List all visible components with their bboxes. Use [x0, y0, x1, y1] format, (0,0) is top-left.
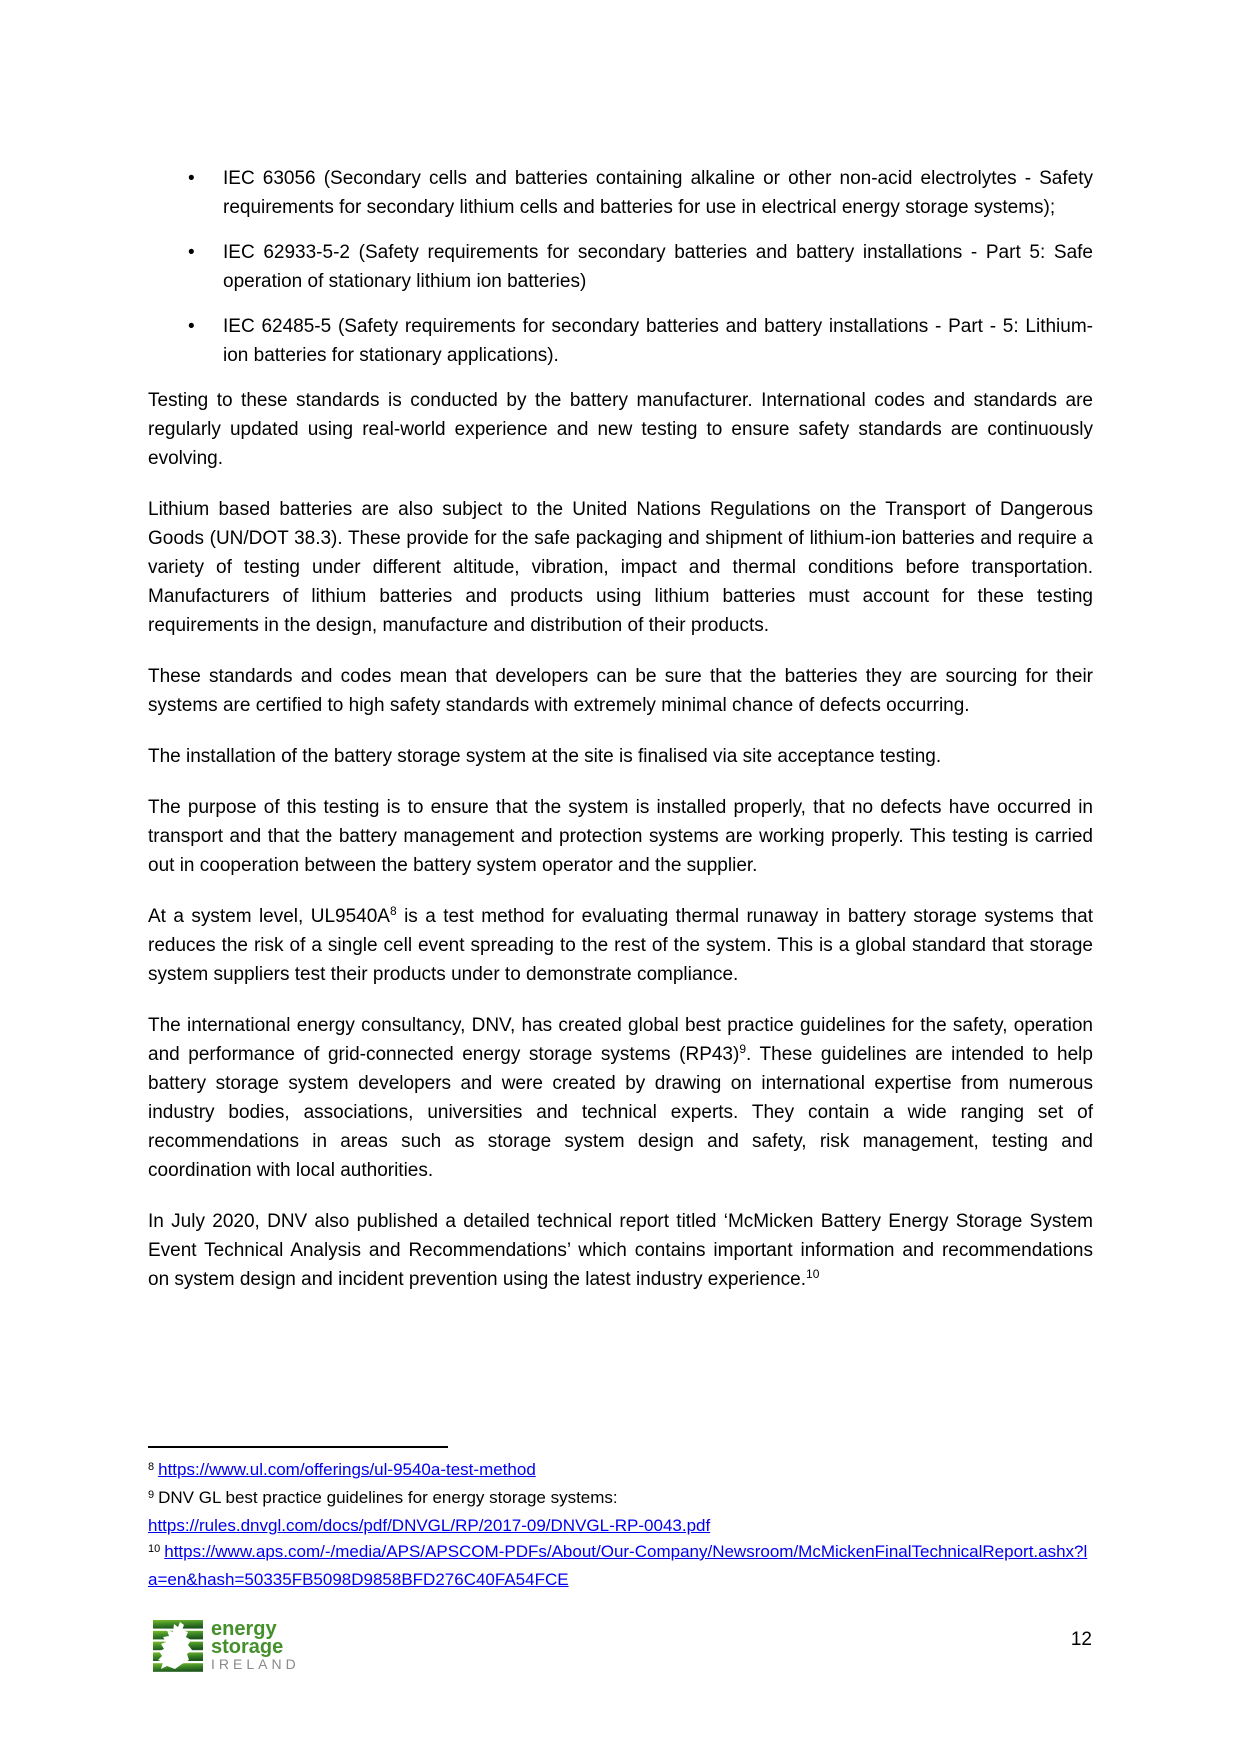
footnote — [148, 1457, 1093, 1485]
footnote — [148, 1539, 1093, 1593]
paragraph-text: The purpose of this testing is to ensure that the system is installed properly, that no defects have occurred in transport and that the battery management and protection systems are working properly. This testing is carried out in cooperation between the battery system operator and the supplier. — [148, 797, 1093, 876]
page-number: 12 — [1070, 1629, 1092, 1650]
paragraph-text: In July 2020, DNV also published a detailed technical report titled ‘McMicken Battery Energy Storage System Event Technical Analysis and Recommendations’ which contains important information and recommendations on system design and incident prevention using the latest industry experience. — [148, 1211, 1093, 1290]
footnote-reference: 9 — [739, 1042, 747, 1056]
paragraph-text: . These guidelines are intended to help battery storage system developers and were created by drawing on international expertise from numerous industry bodies, associations, universities and technical experts. They contain a wide ranging set of recommendations in areas such as storage system design and safety, risk management, testing and coordination with local authorities. — [148, 1044, 1093, 1181]
paragraph-text: Lithium based batteries are also subject to the United Nations Regulations on the Transport of Dangerous Goods (UN/DOT 38.3). These provide for the safe packaging and shipment of lithium-ion batteries and require a variety of testing under different altitude, vibration, impact and thermal conditions before transportation. Manufacturers of lithium batteries and products using lithium batteries must account for these testing requirements in the design, manufacture and distribution of their products. — [148, 499, 1093, 636]
logo-text-ireland: IRELAND — [211, 1656, 300, 1672]
paragraph-text: These standards and codes mean that developers can be sure that the batteries they are sourcing for their systems are certified to high safety standards with extremely minimal chance of defects occurring. — [148, 666, 1093, 716]
footnote-text: DNV GL best practice guidelines for energy storage systems: — [158, 1488, 618, 1507]
energy-storage-ireland-logo — [153, 1620, 300, 1673]
paragraph-text: At a system level, UL9540A — [148, 906, 390, 927]
logo-wordmark — [211, 1620, 300, 1673]
footnote-link[interactable]: https://rules.dnvgl.com/docs/pdf/DNVGL/RP/2017-09/DNVGL-RP-0043.pdf — [148, 1516, 711, 1535]
paragraph-text: The international energy consultancy, DNV, has created global best practice guidelines for the safety, operation and performance of grid-connected energy storage systems (RP43) — [148, 1015, 1093, 1065]
body-paragraph — [148, 793, 1093, 880]
body-paragraph — [148, 662, 1093, 720]
footnote-reference: 10 — [806, 1267, 820, 1281]
paragraph-text: Testing to these standards is conducted by the battery manufacturer. International codes and standards are regularly updated using real-world experience and new testing to ensure safety standards are continuously evolving. — [148, 390, 1093, 469]
standards-bullet-list — [148, 164, 1093, 370]
footnote-list — [148, 1457, 1093, 1593]
body-paragraph — [148, 902, 1093, 989]
footnote — [148, 1485, 1093, 1539]
body-paragraph — [148, 495, 1093, 640]
footnote-marker: 9 — [148, 1489, 155, 1501]
page-content — [148, 164, 1093, 1316]
footnote-marker: 10 — [148, 1543, 161, 1555]
footnote-marker: 8 — [148, 1461, 155, 1473]
body-paragraph — [148, 742, 1093, 771]
paragraph-text: is a test method for evaluating thermal runaway in battery storage systems that reduces the risk of a single cell event spreading to the rest of the system. This is a global standard that storage system suppliers test their products under to demonstrate compliance. — [148, 906, 1093, 985]
logo-text-energy: energy — [211, 1618, 277, 1640]
footnote-reference: 8 — [389, 904, 397, 918]
footnote-link[interactable]: https://www.ul.com/offerings/ul-9540a-test-method — [158, 1460, 536, 1479]
footnote-link[interactable]: https://www.aps.com/-/media/APS/APSCOM-PDFs/About/Our-Company/Newsroom/McMickenFinalTechnicalReport.ashx?la=en&hash=50335FB5098D9858BFD276C40FA54FCE — [148, 1542, 1088, 1589]
footnote-separator — [148, 1446, 448, 1448]
body-paragraph — [148, 386, 1093, 473]
footnotes-section — [148, 1446, 1093, 1593]
body-paragraphs — [148, 386, 1093, 1294]
standard-bullet-item: • IEC 62933-5-2 (Safety requirements for secondary batteries and battery installations - Part 5: Safe operation of stationary lithium ion batteries) — [148, 238, 1093, 296]
standard-bullet-item: • IEC 62485-5 (Safety requirements for secondary batteries and battery installations - Part - 5: Lithium-ion batteries for stationary applications). — [148, 312, 1093, 370]
body-paragraph — [148, 1011, 1093, 1185]
body-paragraph — [148, 1207, 1093, 1294]
ireland-map-icon — [153, 1620, 203, 1672]
paragraph-text: The installation of the battery storage system at the site is finalised via site acceptance testing. — [148, 746, 942, 767]
logo-text-storage: storage — [211, 1636, 284, 1658]
standard-bullet-item: • IEC 63056 (Secondary cells and batteries containing alkaline or other non-acid electrolytes - Safety requirements for secondary lithium cells and batteries for use in electrical energy storage systems); — [148, 164, 1093, 222]
